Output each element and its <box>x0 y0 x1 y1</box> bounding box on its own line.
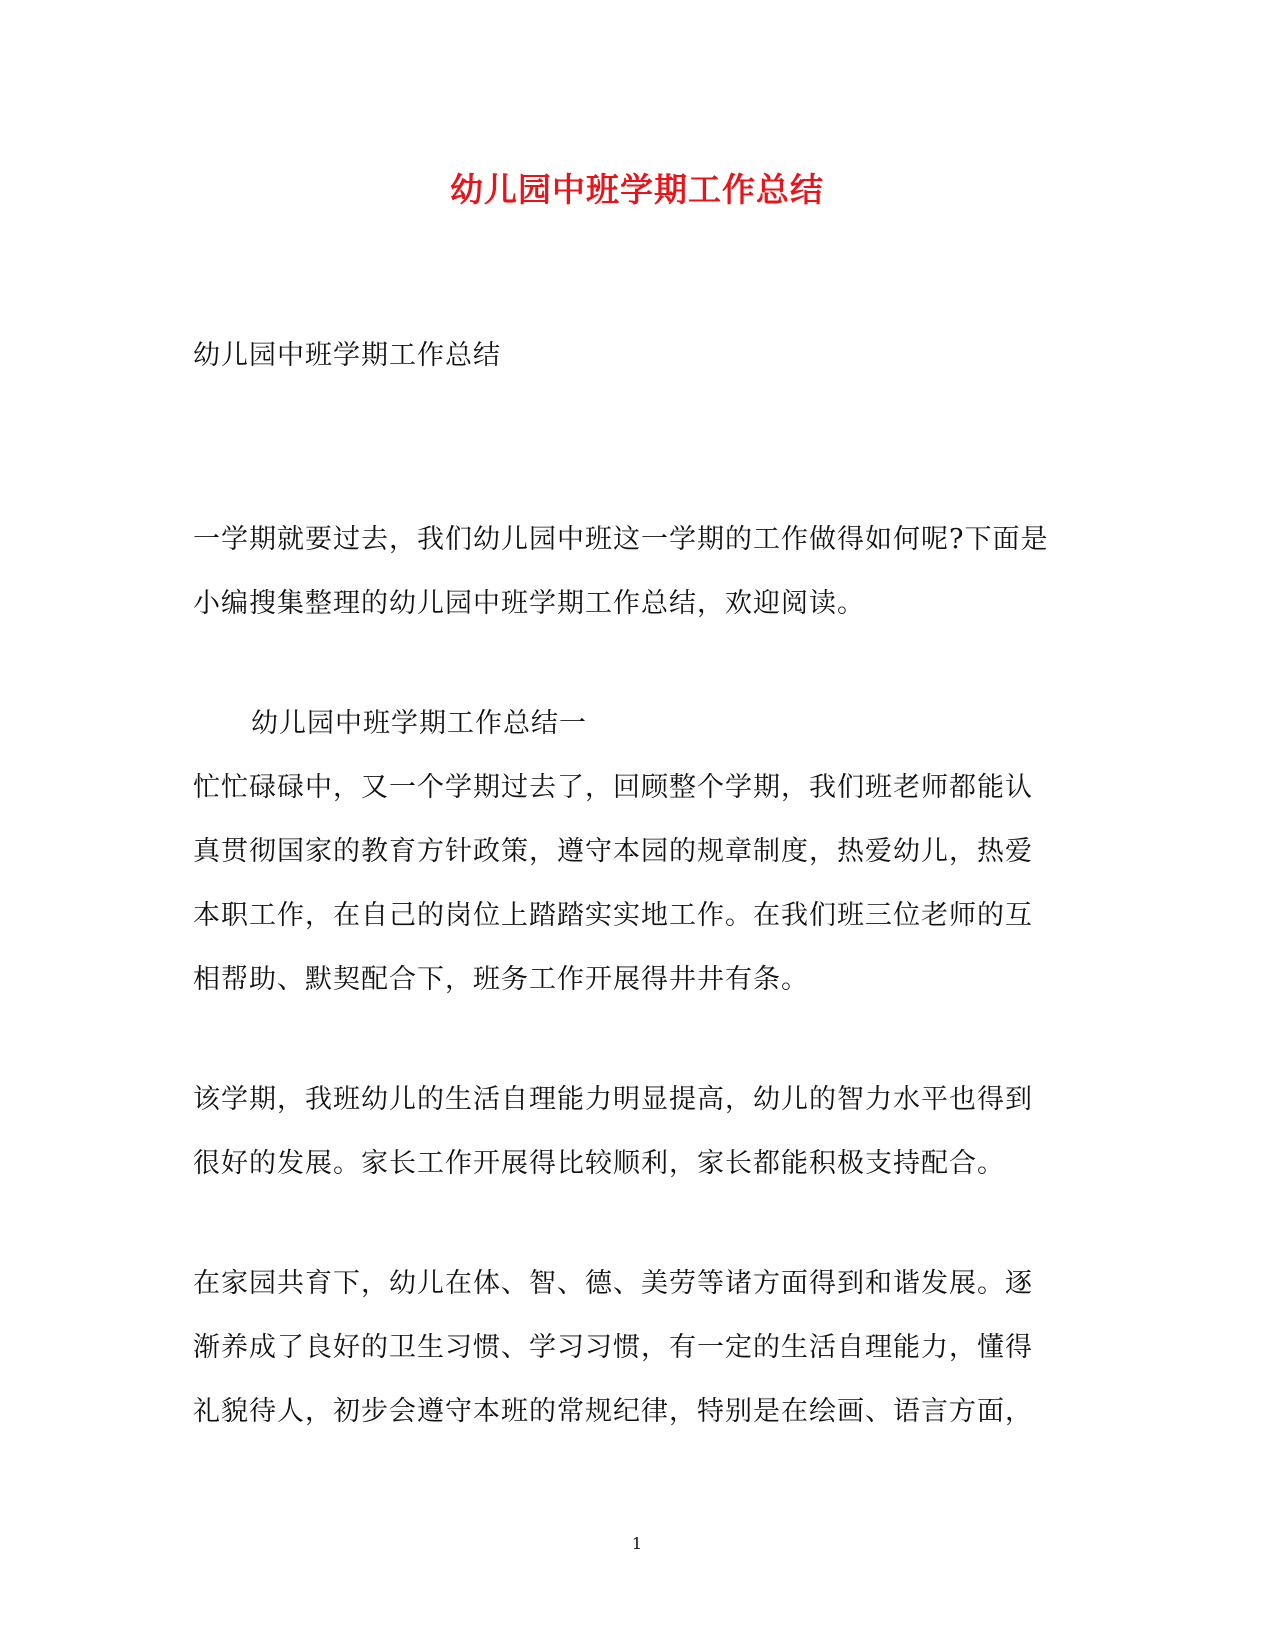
paragraph3-line-2: 渐养成了良好的卫生习惯、学习习惯，有一定的生活自理能力，懂得 <box>193 1332 1033 1363</box>
paragraph2-line-2: 很好的发展。家长工作开展得比较顺利，家长都能积极支持配合。 <box>193 1148 1005 1179</box>
intro-line-2: 小编搜集整理的幼儿园中班学期工作总结，欢迎阅读。 <box>193 588 865 619</box>
paragraph3-line-1: 在家园共育下，幼儿在体、智、德、美劳等诸方面得到和谐发展。逐 <box>193 1268 1033 1299</box>
paragraph1-line-2: 真贯彻国家的教育方针政策，遵守本园的规章制度，热爱幼儿，热爱 <box>193 836 1033 867</box>
page-number: 1 <box>631 1534 643 1553</box>
subtitle-block <box>193 324 1093 388</box>
paragraph1-line-4: 相帮助、默契配合下，班务工作开展得井井有条。 <box>193 964 809 995</box>
paragraph1-line-3: 本职工作，在自己的岗位上踏踏实实地工作。在我们班三位老师的互 <box>193 900 1033 931</box>
paragraph3-line-3: 礼貌待人，初步会遵守本班的常规纪律，特别是在绘画、语言方面， <box>193 1396 1033 1427</box>
section-block <box>193 692 1093 1012</box>
intro-line-1: 一学期就要过去，我们幼儿园中班这一学期的工作做得如何呢?下面是 <box>193 524 1049 555</box>
paragraph-2 <box>193 1068 1093 1196</box>
paragraph1-line-1: 忙忙碌碌中，又一个学期过去了，回顾整个学期，我们班老师都能认 <box>193 772 1033 803</box>
paragraph2-line-1: 该学期，我班幼儿的生活自理能力明显提高，幼儿的智力水平也得到 <box>193 1084 1033 1115</box>
subtitle: 幼儿园中班学期工作总结 <box>193 340 501 371</box>
document-title: 幼儿园中班学期工作总结 <box>450 170 824 209</box>
paragraph-3 <box>193 1252 1093 1444</box>
intro-paragraph <box>193 508 1093 636</box>
section-heading: 幼儿园中班学期工作总结一 <box>251 708 587 739</box>
